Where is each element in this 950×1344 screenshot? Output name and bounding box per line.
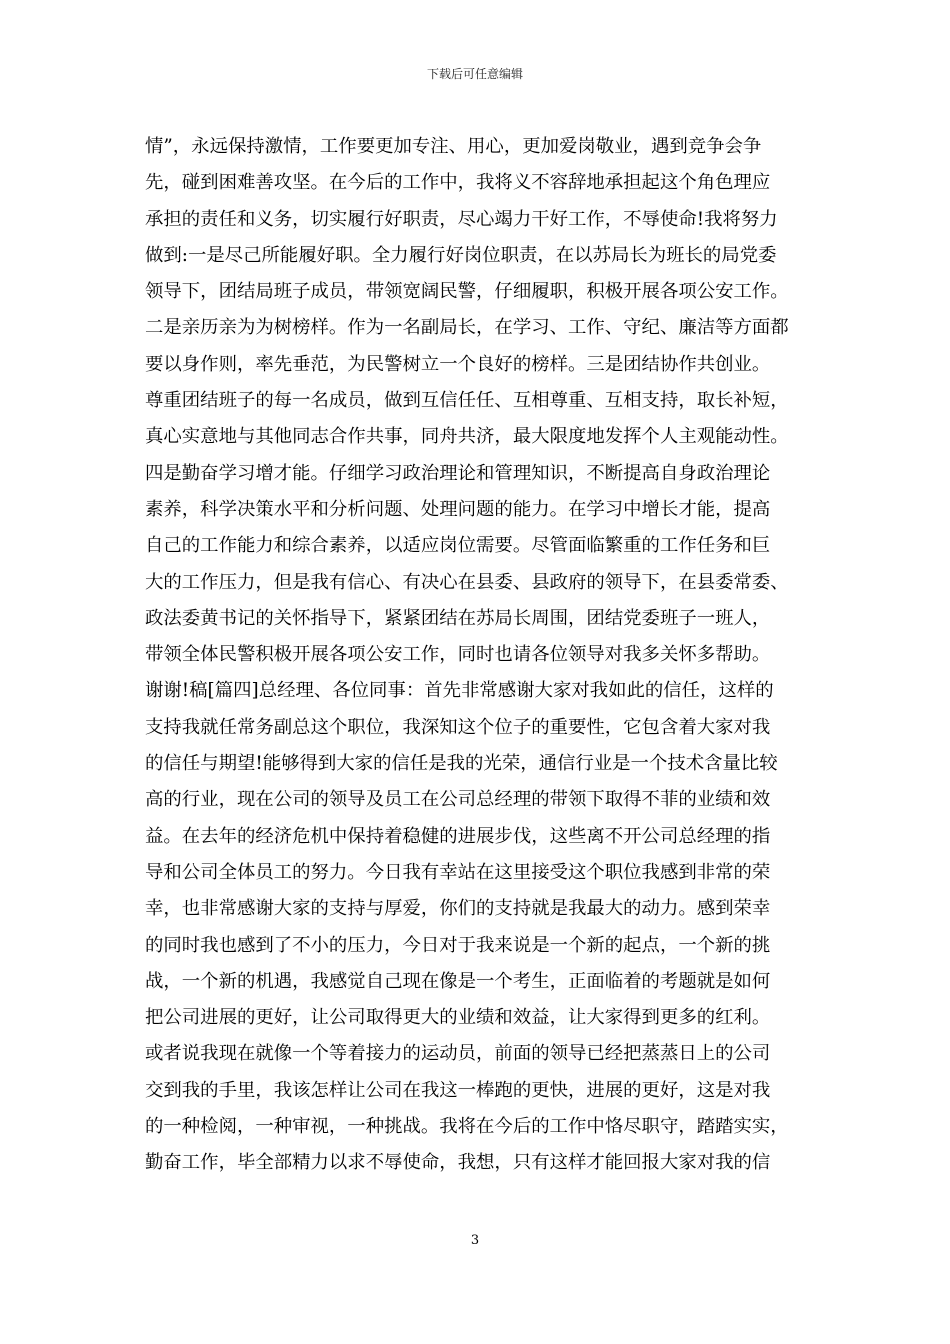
text-line: 高的行业，现在公司的领导及员工在公司总经理的带领下取得不菲的业绩和效 — [145, 789, 771, 811]
text-line: 领导下，团结局班子成员，带领宽阔民警，仔细履职，积极开展各项公安工作。 — [145, 281, 789, 303]
text-line: 二是亲历亲为为树榜样。作为一名副局长，在学习、工作、守纪、廉洁等方面都 — [145, 317, 789, 339]
text-line: 幸，也非常感谢大家的支持与厚爱，你们的支持就是我最大的动力。感到荣幸 — [145, 898, 771, 920]
text-line: 交到我的手里，我该怎样让公司在我这一棒跑的更快，进展的更好，这是对我 — [145, 1079, 771, 1101]
text-line: 的信任与期望!能够得到大家的信任是我的光荣，通信行业是一个技术含量比较 — [145, 753, 778, 775]
text-line: 支持我就任常务副总这个职位，我深知这个位子的重要性，它包含着大家对我 — [145, 716, 771, 738]
text-line: 勤奋工作，毕全部精力以求不辱使命，我想，只有这样才能回报大家对我的信 — [145, 1152, 771, 1174]
text-line: 把公司进展的更好，让公司取得更大的业绩和效益，让大家得到更多的红利。 — [145, 1007, 771, 1029]
text-line: 承担的责任和义务，切实履行好职责，尽心竭力干好工作，不辱使命!我将努力 — [145, 208, 778, 230]
body-text — [145, 129, 820, 1182]
text-line: 带领全体民警积极开展各项公安工作，同时也请各位领导对我多关怀多帮助。 — [145, 644, 771, 666]
page-header: 下载后可任意编辑 — [426, 67, 523, 81]
text-line: 做到:一是尽己所能履好职。全力履行好岗位职责，在以苏局长为班长的局党委 — [145, 244, 777, 266]
text-line: 先，碰到困难善攻坚。在今后的工作中，我将义不容辞地承担起这个角色理应 — [145, 172, 771, 194]
text-line: 谢谢!稿[篇四]总经理、各位同事：首先非常感谢大家对我如此的信任，这样的 — [145, 680, 774, 702]
text-line: 导和公司全体员工的努力。今日我有幸站在这里接受这个职位我感到非常的荣 — [145, 861, 771, 883]
page-number: 3 — [470, 1233, 480, 1248]
text-line: 战，一个新的机遇，我感觉自己现在像是一个考生，正面临着的考题就是如何 — [145, 970, 771, 992]
text-line: 情”，永远保持激情，工作要更加专注、用心，更加爱岗敬业，遇到竞争会争 — [145, 136, 762, 157]
text-line: 政法委黄书记的关怀指导下，紧紧团结在苏局长周围，团结党委班子一班人， — [145, 607, 771, 629]
text-line: 大的工作压力，但是我有信心、有决心在县委、县政府的领导下，在县委常委、 — [145, 571, 789, 593]
text-line: 的一种检阅，一种审视，一种挑战。我将在今后的工作中恪尽职守，踏踏实实， — [145, 1116, 789, 1138]
text-line: 或者说我现在就像一个等着接力的运动员，前面的领导已经把蒸蒸日上的公司 — [145, 1043, 771, 1065]
text-line: 要以身作则，率先垂范，为民警树立一个良好的榜样。三是团结协作共创业。 — [145, 353, 771, 375]
text-line: 四是勤奋学习增才能。仔细学习政治理论和管理知识，不断提高自身政治理论 — [145, 462, 771, 484]
text-line: 真心实意地与其他同志合作共事，同舟共济，最大限度地发挥个人主观能动性。 — [145, 426, 789, 448]
text-line: 自己的工作能力和综合素养，以适应岗位需要。尽管面临繁重的工作任务和巨 — [145, 535, 771, 557]
text-line: 尊重团结班子的每一名成员，做到互信任任、互相尊重、互相支持，取长补短， — [145, 390, 789, 412]
text-line: 益。在去年的经济危机中保持着稳健的进展步伐，这些离不开公司总经理的指 — [145, 825, 771, 847]
text-line: 素养，科学决策水平和分析问题、处理问题的能力。在学习中增长才能，提高 — [145, 498, 771, 520]
text-line: 的同时我也感到了不小的压力，今日对于我来说是一个新的起点，一个新的挑 — [145, 934, 771, 956]
